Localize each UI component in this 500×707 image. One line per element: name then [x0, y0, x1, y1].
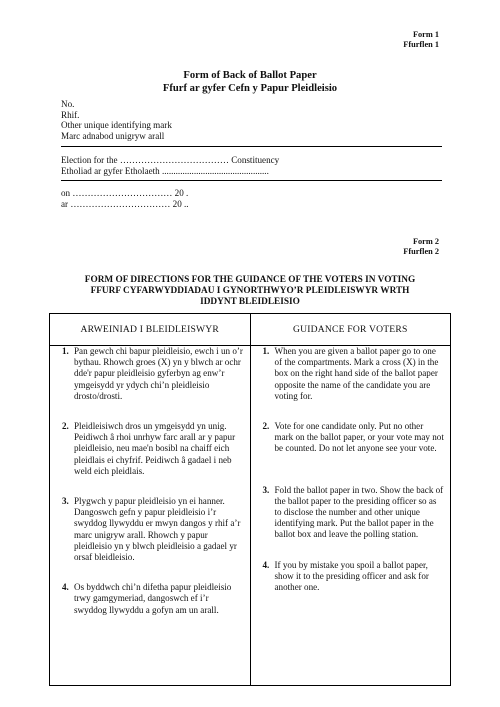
guidance-item-english: [251, 485, 451, 541]
item-text: Pan gewch chi bapur pleidleisio, ewch i un o’r bythau. Rhowch groes (X) yn y blwch ar ochr dde'r papur pleidleisio gyferbyn ag enw’r ymgeisydd yr ydych chi’n pleidleisio drosto/drosti.: [74, 346, 243, 401]
item-number: 1.: [62, 346, 69, 356]
election-block: [61, 155, 279, 176]
date-line-welsh: ar …………………………… 20 ..: [61, 198, 189, 209]
election-line-welsh: Etholiad ar gyfer Etholaeth ...............................................: [61, 165, 269, 176]
form-2-label: Form 2: [412, 237, 439, 246]
item-text: Vote for one candidate only. Put no other mark on the ballot paper, or your vote may not be counted. Do not let anyone see your vote.: [274, 421, 444, 454]
guidance-item-english: [251, 560, 451, 594]
form-1-label: Form 1: [412, 30, 439, 39]
item-number: 2.: [62, 421, 69, 432]
item-number: 3.: [262, 484, 270, 495]
date-line: on …………………………… 20 .: [61, 188, 189, 198]
item-number: 4.: [262, 559, 270, 570]
unique-mark-line: Other unique identifying mark: [61, 120, 172, 130]
back-of-ballot-title: [0, 69, 500, 95]
guidance-item-welsh: [50, 346, 250, 402]
guidance-item-welsh: [50, 496, 250, 563]
item-number: 3.: [62, 496, 69, 507]
back-of-ballot-title-welsh: Ffurf ar gyfer Cefn y Papur Pleidleisio: [162, 83, 338, 94]
item-text: Fold the ballot paper in two. Show the back of the ballot paper to the presiding officer so as to disclose the number and other unique identifying mark. Put the ballot paper in the ballot box and leave the polling station.: [274, 484, 444, 540]
number-line: No.: [61, 99, 75, 109]
back-of-ballot-title-english: Form of Back of Ballot Paper: [183, 70, 317, 81]
divider: [61, 180, 442, 181]
unique-mark-line-welsh: Marc adnabod unigryw arall: [61, 130, 165, 141]
english-column-header: GUIDANCE FOR VOTERS: [250, 314, 451, 346]
item-text: Plygwch y papur pleidleisio yn ei hanner. Dangoswch gefn y papur pleidleisio i’r swyddog llywyddu er mwyn dangos y rhif a’r marc unigryw arall. Rhowch y papur pleidleisio yn y blwch pleidleisio a gadael yr orsaf bleidleisio.: [74, 496, 241, 563]
date-block: [61, 188, 189, 209]
form-1-reference: [403, 30, 439, 50]
form-2-reference: [403, 237, 439, 257]
guidance-item-welsh: [50, 582, 250, 616]
number-line-welsh: Rhif.: [61, 109, 80, 120]
directions-heading-line: FORM OF DIRECTIONS FOR THE GUIDANCE OF THE VOTERS IN VOTING: [84, 275, 416, 285]
item-number: 2.: [262, 421, 270, 432]
item-number: 1.: [262, 346, 270, 356]
guidance-item-english: [251, 346, 451, 402]
form-1-label-welsh: Ffurflen 1: [403, 40, 439, 49]
election-line: Election for the ……………………………… Constituency: [61, 155, 280, 165]
item-text: If you by mistake you spoil a ballot paper, show it to the presiding officer and ask for another one.: [274, 559, 429, 593]
voter-guidance-table: [49, 313, 451, 686]
directions-heading-line: IDDYNT BLEIDLEISIO: [200, 297, 300, 307]
directions-heading-line: FFURF CYFARWYDDIADAU I GYNORTHWYO’R PLEIDLEISWYR WRTH: [90, 286, 410, 296]
divider: [61, 146, 442, 147]
welsh-column-header: ARWEINIAD I BLEIDLEISWYR: [50, 314, 251, 346]
item-number: 4.: [62, 582, 69, 593]
item-text: When you are given a ballot paper go to one of the compartments. Mark a cross (X) in the box on the right hand side of the ballot paper opposite the name of the candidate you are voting for.: [274, 346, 439, 401]
welsh-guidance-column: [50, 346, 251, 686]
directions-heading: [40, 275, 460, 308]
guidance-item-welsh: [50, 421, 250, 477]
item-text: Os byddwch chi’n difetha papur pleidleisio trwy gamgymeriad, dangoswch ef i’r swyddog llywyddu a gofyn am un arall.: [74, 582, 232, 615]
form-2-label-welsh: Ffurflen 2: [403, 247, 439, 256]
guidance-item-english: [251, 421, 451, 455]
item-text: Pleidleisiwch dros un ymgeisydd yn unig. Peidiwch â rhoi unrhyw farc arall ar y papur pleidleisio, neu mae'n bosibl na chaiff eich pleidlais ei chyfrif. Peidiwch â gadael i neb weld eich pleidlais.: [74, 421, 236, 476]
identifying-mark-block: [61, 99, 172, 141]
english-guidance-column: [250, 346, 451, 686]
